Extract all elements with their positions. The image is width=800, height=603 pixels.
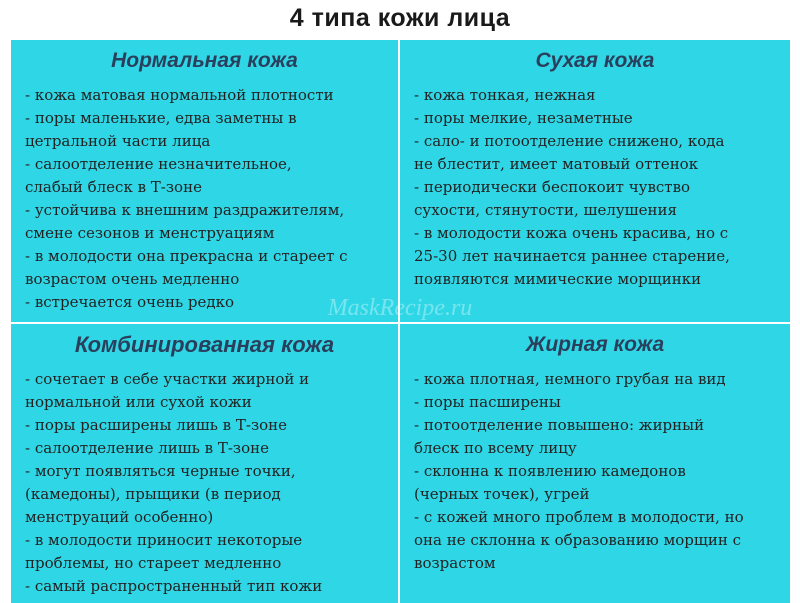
- card-dry-skin: [400, 40, 790, 322]
- list-line: появляются мимические морщинки: [414, 270, 702, 288]
- card-list: [11, 368, 398, 598]
- list-line: - поры расширены лишь в Т-зоне: [25, 416, 288, 434]
- list-line: она не склонна к образованию морщин с: [414, 531, 742, 549]
- list-line: - самый распространенный тип кожи: [25, 577, 323, 595]
- list-line: - потоотделение повышено: жирный: [414, 416, 705, 434]
- list-line: - встречается очень редко: [25, 293, 235, 311]
- list-line: возрастом очень медленно: [25, 270, 240, 288]
- watermark: MaskRecipe.ru: [327, 295, 473, 321]
- card-title: Нормальная кожа: [111, 49, 298, 72]
- list-line: возрастом: [414, 554, 496, 572]
- card-combination-skin: [11, 324, 398, 603]
- page-title: 4 типа кожи лица: [289, 4, 511, 32]
- list-line: - с кожей много проблем в молодости, но: [414, 508, 744, 526]
- card-title: Жирная кожа: [525, 333, 665, 356]
- card-oily-skin: [400, 324, 790, 603]
- list-line: (черных точек), угрей: [414, 485, 590, 503]
- list-line: менструаций особенно): [25, 508, 214, 526]
- list-line: 25-30 лет начинается раннее старение,: [414, 247, 730, 265]
- list-line: - сало- и потоотделение снижено, кода: [414, 132, 725, 150]
- list-line: - салоотделение лишь в Т-зоне: [25, 439, 270, 457]
- list-line: смене сезонов и менструациям: [25, 224, 275, 242]
- card-list: [11, 84, 398, 314]
- list-line: - кожа матовая нормальной плотности: [25, 86, 334, 104]
- card-title: Комбинированная кожа: [74, 332, 335, 357]
- list-line: сухости, стянутости, шелушения: [414, 201, 677, 219]
- list-line: проблемы, но стареет медленно: [25, 554, 282, 572]
- skin-types-grid: [11, 40, 790, 601]
- list-line: - поры мелкие, незаметные: [414, 109, 633, 127]
- list-line: - кожа плотная, немного грубая на вид: [414, 370, 726, 388]
- list-line: - кожа тонкая, нежная: [414, 86, 596, 104]
- list-line: - могут появляться черные точки,: [25, 462, 296, 480]
- list-line: слабый блеск в Т-зоне: [25, 178, 202, 196]
- list-line: - склонна к появлению камедонов: [414, 462, 686, 480]
- card-list: [400, 84, 790, 291]
- card-normal-skin: [11, 40, 398, 322]
- list-line: - поры маленькие, едва заметны в: [25, 109, 297, 127]
- list-line: не блестит, имеет матовый оттенок: [414, 155, 699, 173]
- list-line: - устойчива к внешним раздражителям,: [25, 201, 345, 219]
- list-line: блеск по всему лицу: [414, 439, 577, 457]
- list-line: - сочетает в себе участки жирной и: [25, 370, 310, 388]
- card-title: Сухая кожа: [535, 49, 655, 72]
- list-line: - в молодости она прекрасна и стареет с: [25, 247, 348, 265]
- list-line: (камедоны), прыщики (в период: [25, 485, 281, 503]
- list-line: - салоотделение незначительное,: [25, 155, 292, 173]
- list-line: нормальной или сухой кожи: [25, 393, 252, 411]
- list-line: - периодически беспокоит чувство: [414, 178, 691, 196]
- list-line: цетральной части лица: [25, 132, 211, 150]
- list-line: - в молодости приносит некоторые: [25, 531, 303, 549]
- list-line: - в молодости кожа очень красива, но с: [414, 224, 729, 242]
- card-list: [400, 368, 790, 575]
- list-line: - поры пасширены: [414, 393, 561, 411]
